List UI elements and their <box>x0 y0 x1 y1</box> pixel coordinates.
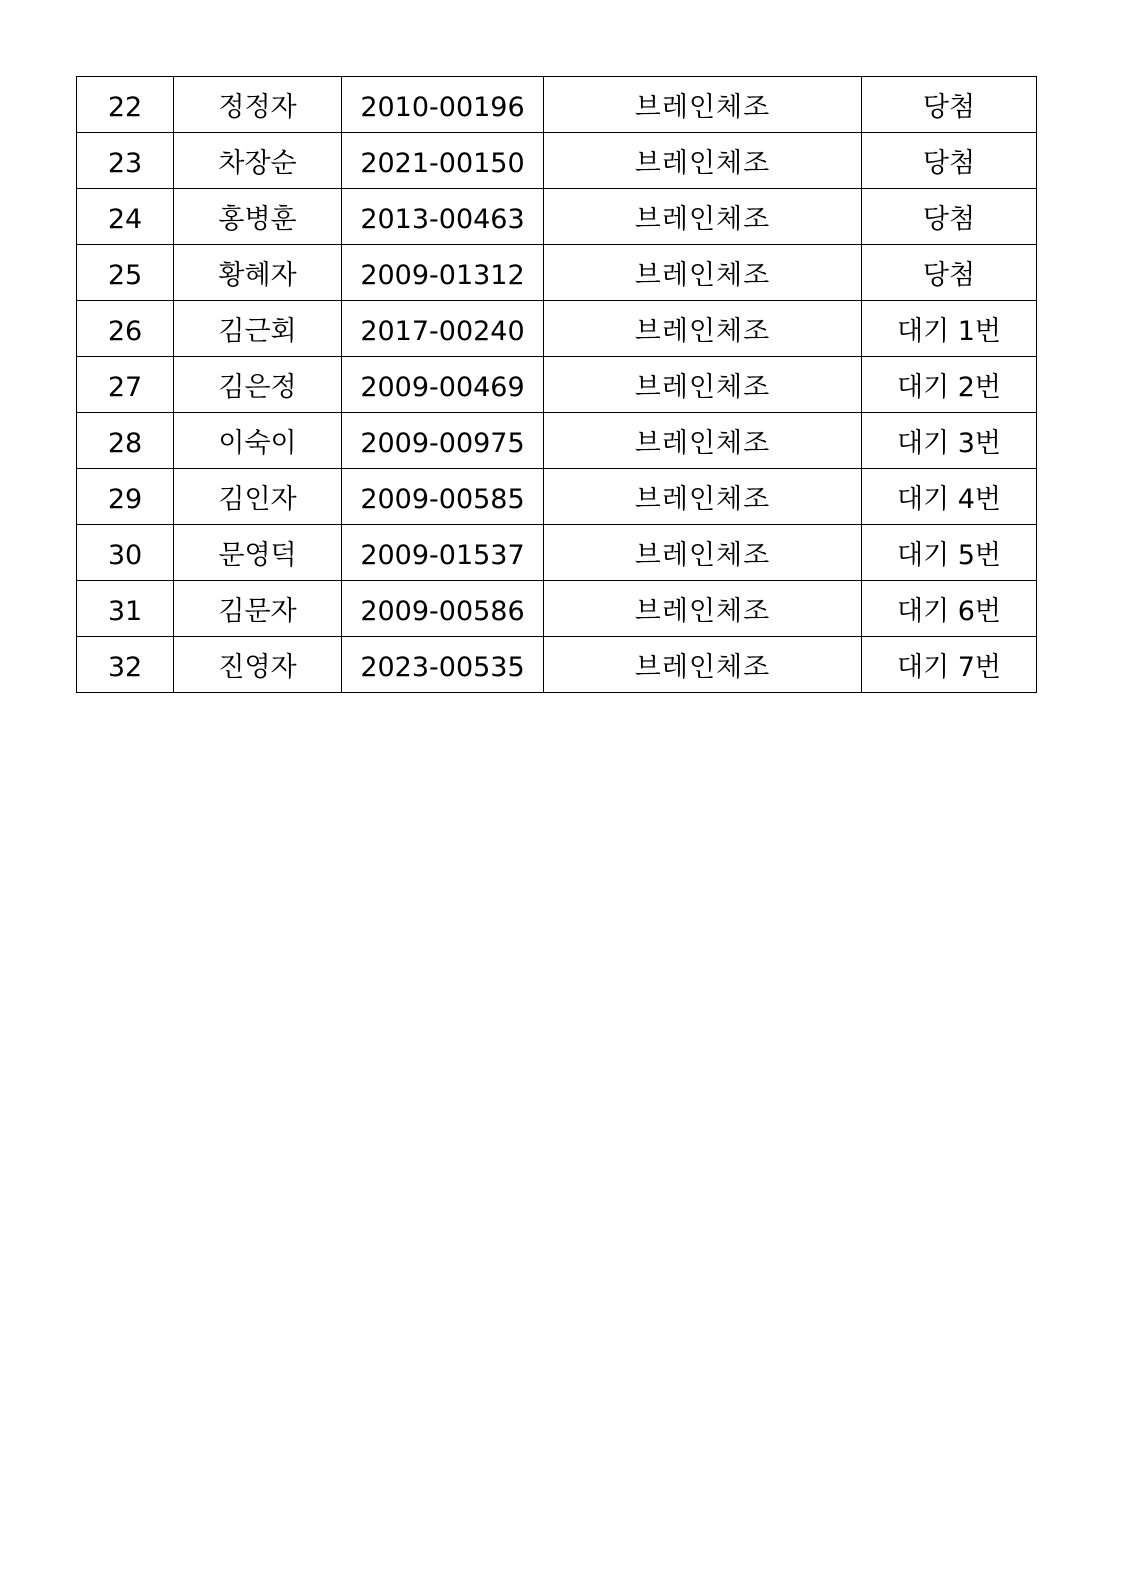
row-number-cell <box>77 301 174 357</box>
member-id-cell-text: 2009-00975 <box>360 428 525 459</box>
name-cell <box>174 77 342 133</box>
program-cell <box>544 413 862 469</box>
member-id-cell-text: 2021-00150 <box>360 148 525 179</box>
member-id-cell-text: 2009-00585 <box>360 484 525 515</box>
program-cell <box>544 189 862 245</box>
name-cell <box>174 525 342 581</box>
result-cell-text: 대기 4번 <box>896 484 1001 515</box>
program-cell <box>544 301 862 357</box>
result-cell-text: 대기 7번 <box>896 652 1001 683</box>
member-id-cell-text: 2009-01537 <box>360 540 525 571</box>
row-number-cell-text: 24 <box>107 204 143 235</box>
result-cell-text: 대기 6번 <box>896 596 1001 627</box>
table-row <box>77 245 1037 301</box>
program-cell <box>544 357 862 413</box>
table-row <box>77 525 1037 581</box>
member-id-cell-text: 2009-00586 <box>360 596 525 627</box>
program-cell-text: 브레인체조 <box>634 260 771 291</box>
name-cell-text: 김문자 <box>218 596 297 627</box>
result-cell-text: 당첨 <box>922 204 976 235</box>
table-row <box>77 133 1037 189</box>
name-cell-text: 차장순 <box>218 148 297 179</box>
table-row <box>77 301 1037 357</box>
result-cell <box>862 77 1037 133</box>
program-cell <box>544 245 862 301</box>
program-cell <box>544 133 862 189</box>
member-id-cell <box>342 469 544 525</box>
program-cell-text: 브레인체조 <box>634 316 771 347</box>
row-number-cell-text: 23 <box>107 148 143 179</box>
row-number-cell <box>77 245 174 301</box>
name-cell-text: 홍병훈 <box>218 204 297 235</box>
table-body <box>77 77 1037 693</box>
member-id-cell <box>342 77 544 133</box>
result-cell-text: 당첨 <box>922 260 976 291</box>
member-id-cell <box>342 581 544 637</box>
result-cell <box>862 133 1037 189</box>
member-id-cell <box>342 637 544 693</box>
row-number-cell <box>77 357 174 413</box>
result-cell-text: 당첨 <box>922 148 976 179</box>
result-cell-text: 대기 5번 <box>896 540 1001 571</box>
row-number-cell <box>77 189 174 245</box>
table-row <box>77 413 1037 469</box>
result-cell <box>862 469 1037 525</box>
row-number-cell-text: 30 <box>107 540 143 571</box>
name-cell-text: 김근회 <box>218 316 297 347</box>
result-cell-text: 대기 2번 <box>896 372 1001 403</box>
name-cell <box>174 413 342 469</box>
program-cell <box>544 525 862 581</box>
table-row <box>77 357 1037 413</box>
row-number-cell-text: 29 <box>107 484 143 515</box>
name-cell <box>174 469 342 525</box>
program-cell-text: 브레인체조 <box>634 540 771 571</box>
member-id-cell <box>342 357 544 413</box>
row-number-cell <box>77 77 174 133</box>
name-cell-text: 문영덕 <box>218 540 297 571</box>
table-row <box>77 581 1037 637</box>
member-id-cell-text: 2017-00240 <box>360 316 525 347</box>
program-cell-text: 브레인체조 <box>634 204 771 235</box>
member-id-cell-text: 2023-00535 <box>360 652 525 683</box>
name-cell-text: 이숙이 <box>218 428 297 459</box>
row-number-cell <box>77 469 174 525</box>
row-number-cell <box>77 637 174 693</box>
result-cell-text: 대기 1번 <box>896 316 1001 347</box>
program-cell <box>544 469 862 525</box>
lottery-result-table <box>76 76 1037 693</box>
program-cell <box>544 637 862 693</box>
row-number-cell-text: 22 <box>107 92 143 123</box>
result-cell-text: 당첨 <box>922 92 976 123</box>
member-id-cell <box>342 413 544 469</box>
row-number-cell-text: 26 <box>107 316 143 347</box>
row-number-cell <box>77 581 174 637</box>
result-cell <box>862 413 1037 469</box>
name-cell <box>174 245 342 301</box>
name-cell-text: 정정자 <box>218 92 297 123</box>
program-cell-text: 브레인체조 <box>634 596 771 627</box>
table-row <box>77 469 1037 525</box>
name-cell <box>174 581 342 637</box>
program-cell-text: 브레인체조 <box>634 428 771 459</box>
name-cell-text: 진영자 <box>218 652 297 683</box>
result-cell <box>862 301 1037 357</box>
program-cell <box>544 581 862 637</box>
table-row <box>77 637 1037 693</box>
program-cell-text: 브레인체조 <box>634 652 771 683</box>
program-cell-text: 브레인체조 <box>634 372 771 403</box>
row-number-cell <box>77 133 174 189</box>
result-cell <box>862 357 1037 413</box>
row-number-cell-text: 28 <box>107 428 143 459</box>
row-number-cell-text: 25 <box>107 260 143 291</box>
member-id-cell-text: 2013-00463 <box>360 204 525 235</box>
member-id-cell-text: 2009-01312 <box>360 260 525 291</box>
member-id-cell <box>342 301 544 357</box>
member-id-cell <box>342 245 544 301</box>
result-cell <box>862 637 1037 693</box>
name-cell-text: 황혜자 <box>218 260 297 291</box>
program-cell-text: 브레인체조 <box>634 484 771 515</box>
member-id-cell <box>342 189 544 245</box>
row-number-cell <box>77 413 174 469</box>
program-cell-text: 브레인체조 <box>634 148 771 179</box>
name-cell <box>174 357 342 413</box>
member-id-cell-text: 2009-00469 <box>360 372 525 403</box>
member-id-cell <box>342 133 544 189</box>
member-id-cell <box>342 525 544 581</box>
result-cell-text: 대기 3번 <box>896 428 1001 459</box>
row-number-cell <box>77 525 174 581</box>
row-number-cell-text: 31 <box>107 596 143 627</box>
name-cell <box>174 637 342 693</box>
table-row <box>77 77 1037 133</box>
result-cell <box>862 581 1037 637</box>
row-number-cell-text: 32 <box>107 652 143 683</box>
name-cell <box>174 133 342 189</box>
member-id-cell-text: 2010-00196 <box>360 92 525 123</box>
result-cell <box>862 189 1037 245</box>
name-cell-text: 김은정 <box>218 372 297 403</box>
name-cell <box>174 189 342 245</box>
name-cell-text: 김인자 <box>218 484 297 515</box>
result-cell <box>862 525 1037 581</box>
row-number-cell-text: 27 <box>107 372 143 403</box>
program-cell-text: 브레인체조 <box>634 92 771 123</box>
name-cell <box>174 301 342 357</box>
table-row <box>77 189 1037 245</box>
result-cell <box>862 245 1037 301</box>
program-cell <box>544 77 862 133</box>
